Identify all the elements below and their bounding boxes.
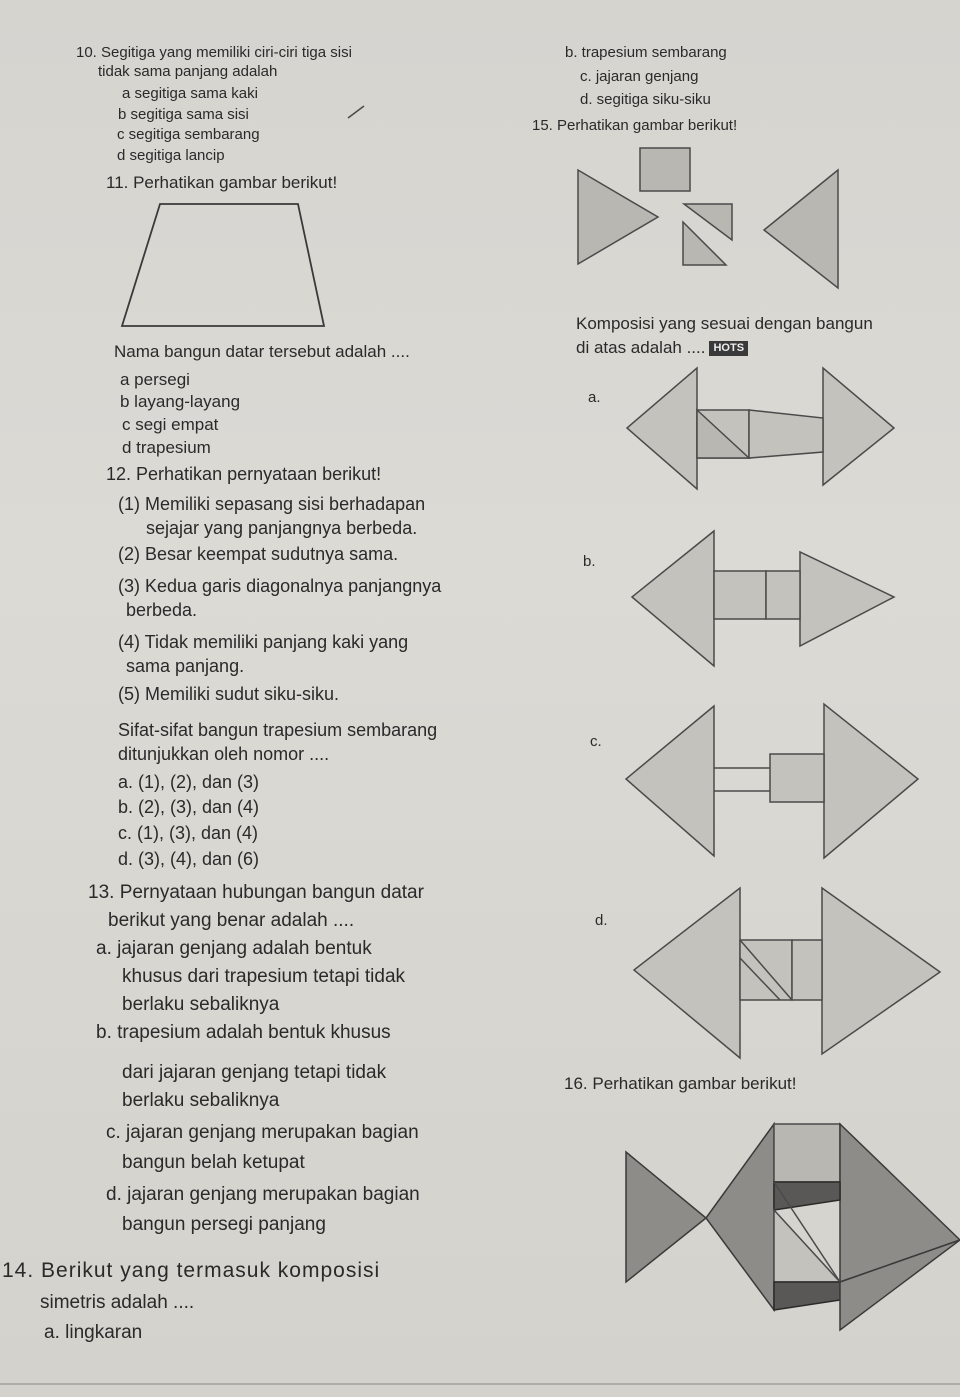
q12-statement-1b: sejajar yang panjangnya berbeda.	[146, 518, 418, 538]
q12-statement-4a: (4) Tidak memiliki panjang kaki yang	[118, 632, 409, 652]
q12-statement-3a: (3) Kedua garis diagonalnya panjangnya	[118, 576, 442, 596]
q15-option-b-figure	[632, 531, 894, 666]
q10-option-a: a segitiga sama kaki	[122, 85, 258, 102]
q12-statement-2: (2) Besar keempat sudutnya sama.	[118, 544, 399, 564]
q13-option-a-line2: khusus dari trapesium tetapi tidak	[122, 966, 406, 987]
q15-question-text: di atas adalah ....	[576, 338, 706, 357]
q10-stem-line2: tidak sama panjang adalah	[98, 63, 278, 80]
q12-statement-1a: (1) Memiliki sepasang sisi berhadapan	[118, 494, 426, 514]
q15-question-line1: Komposisi yang sesuai dengan bangun	[576, 314, 873, 333]
q10-option-b-right: b. trapesium sembarang	[565, 44, 727, 61]
q11-option-d: d trapesium	[122, 438, 211, 457]
q16-stem: 16. Perhatikan gambar berikut!	[564, 1074, 797, 1093]
q15-option-d-label: d.	[595, 912, 608, 929]
q15-option-a-figure	[627, 368, 894, 489]
q13-option-b-line2: dari jajaran genjang tetapi tidak	[122, 1062, 387, 1083]
q13-option-a-line1: a. jajaran genjang adalah bentuk	[96, 938, 372, 959]
q10-option-b: b segitiga sama sisi	[118, 106, 249, 123]
q11-option-b: b layang-layang	[120, 392, 241, 411]
q10-option-d: d segitiga lancip	[117, 147, 225, 164]
q14-stem-line2: simetris adalah ....	[40, 1292, 195, 1313]
q12-statement-3b: berbeda.	[126, 600, 198, 620]
q11-trapezoid-figure	[122, 204, 324, 326]
q11-option-c: c segi empat	[122, 415, 219, 434]
q12-statement-5: (5) Memiliki sudut siku-siku.	[118, 684, 340, 704]
q11-stem: 11. Perhatikan gambar berikut!	[106, 173, 338, 192]
q12-option-a: a. (1), (2), dan (3)	[118, 772, 260, 792]
q13-stem-line2: berikut yang benar adalah ....	[108, 910, 355, 931]
q12-stem: 12. Perhatikan pernyataan berikut!	[106, 464, 382, 484]
q12-statement-4b: sama panjang.	[126, 656, 245, 676]
q13-option-b-line3: berlaku sebaliknya	[122, 1090, 280, 1111]
q13-option-d-line1: d. jajaran genjang merupakan bagian	[106, 1184, 420, 1205]
q12-option-c: c. (1), (3), dan (4)	[118, 823, 259, 843]
q13-option-a-line3: berlaku sebaliknya	[122, 994, 280, 1015]
q14-option-a: a. lingkaran	[44, 1322, 143, 1343]
q12-option-d: d. (3), (4), dan (6)	[118, 849, 260, 869]
q13-option-c-line2: bangun belah ketupat	[122, 1152, 305, 1173]
q14-stem-line1: 14. Berikut yang termasuk komposisi	[2, 1259, 381, 1282]
q13-option-d-line2: bangun persegi panjang	[122, 1214, 326, 1235]
q10-option-c-right: c. jajaran genjang	[580, 68, 699, 85]
q10-stem-line1: 10. Segitiga yang memiliki ciri-ciri tiga sisi	[76, 44, 352, 61]
q13-option-b-line1: b. trapesium adalah bentuk khusus	[96, 1022, 391, 1043]
q11-question: Nama bangun datar tersebut adalah ....	[114, 342, 410, 361]
q16-fish-figure	[626, 1124, 960, 1330]
q15-option-c-label: c.	[590, 733, 602, 750]
q15-option-d-figure	[634, 888, 940, 1058]
q15-left-pointing-triangle	[764, 170, 838, 288]
q15-square-piece	[640, 148, 690, 191]
q13-stem-line1: 13. Pernyataan hubungan bangun datar	[88, 882, 424, 903]
q12-option-b: b. (2), (3), dan (4)	[118, 797, 260, 817]
q15-stem: 15. Perhatikan gambar berikut!	[532, 117, 738, 134]
q12-question-2: ditunjukkan oleh nomor ....	[118, 744, 330, 764]
q12-question-1: Sifat-sifat bangun trapesium sembarang	[118, 720, 438, 740]
q13-option-c-line1: c. jajaran genjang merupakan bagian	[106, 1122, 419, 1143]
q10-option-d-right: d. segitiga siku-siku	[580, 91, 711, 108]
q11-option-a: a persegi	[120, 370, 190, 389]
hots-badge: HOTS	[709, 341, 748, 356]
pencil-mark	[348, 106, 364, 118]
q15-option-c-figure	[626, 704, 918, 858]
q15-option-b-label: b.	[583, 553, 596, 570]
q10-option-c: c segitiga sembarang	[117, 126, 260, 143]
q15-option-a-label: a.	[588, 389, 601, 406]
